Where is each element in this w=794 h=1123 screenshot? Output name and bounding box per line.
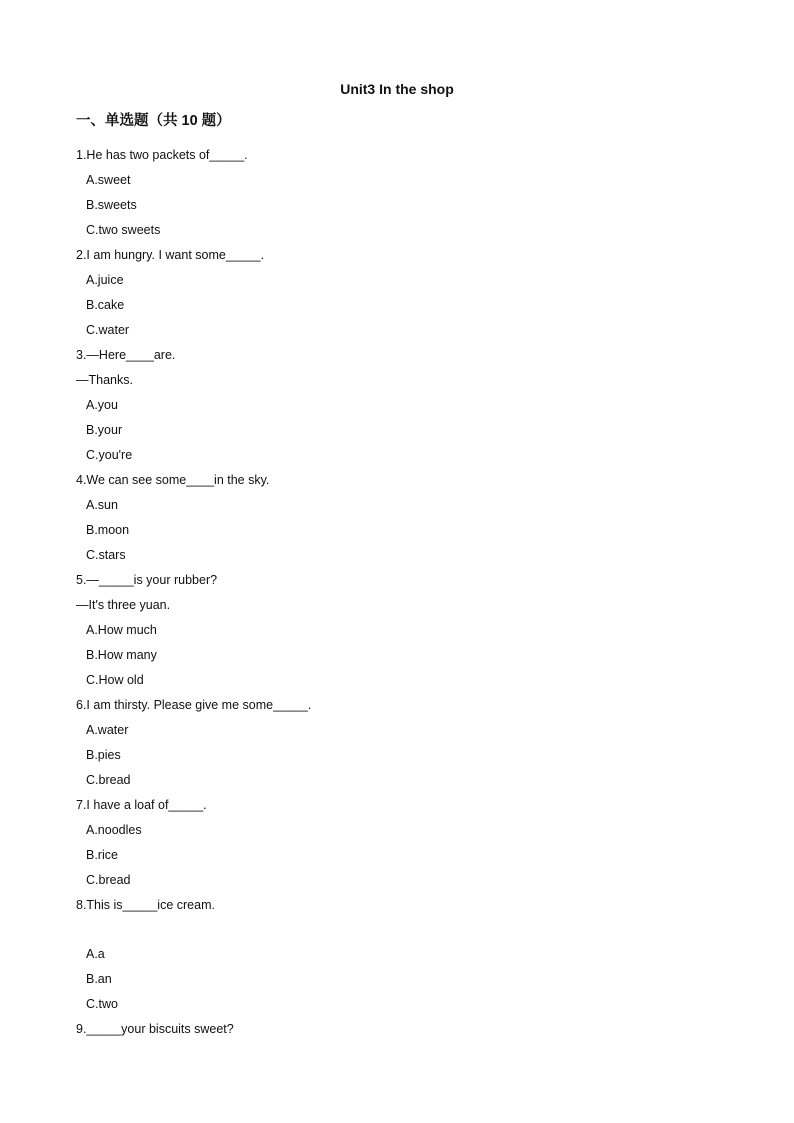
question-4	[76, 468, 716, 568]
option-c: C.bread	[86, 873, 131, 887]
option-c: C.How old	[86, 673, 144, 687]
option-c: C.two sweets	[86, 223, 161, 237]
question-8	[76, 893, 716, 1017]
question-stem: 9._____your biscuits sweet?	[76, 1022, 234, 1036]
option-b: B.pies	[86, 748, 121, 762]
option-b: B.moon	[86, 523, 130, 537]
option-c: C.you're	[86, 448, 133, 462]
option-c: C.stars	[86, 548, 126, 562]
question-stem: 2.I am hungry. I want some_____.	[76, 248, 265, 262]
option-a: A.a	[86, 947, 105, 961]
question-2	[76, 243, 716, 343]
question-9	[76, 1017, 716, 1042]
option-a: A.How much	[86, 623, 157, 637]
option-b: B.sweets	[86, 198, 137, 212]
option-a: A.sun	[86, 498, 118, 512]
option-b: B.How many	[86, 648, 157, 662]
option-b: B.rice	[86, 848, 118, 862]
option-a: A.noodles	[86, 823, 142, 837]
question-dialogue-reply: —It's three yuan.	[76, 598, 171, 612]
question-6	[76, 693, 716, 793]
option-c: C.two	[86, 997, 118, 1011]
question-5	[76, 568, 716, 693]
document-title: Unit3 In the shop	[340, 81, 454, 97]
question-1	[76, 143, 716, 243]
option-a: A.you	[86, 398, 118, 412]
option-b: B.cake	[86, 298, 125, 312]
option-a: A.sweet	[86, 173, 131, 187]
question-stem: 6.I am thirsty. Please give me some_____.	[76, 698, 312, 712]
question-7	[76, 793, 716, 893]
question-stem: 7.I have a loaf of_____.	[76, 798, 207, 812]
option-a: A.water	[86, 723, 129, 737]
question-3	[76, 343, 716, 468]
question-stem: 8.This is_____ice cream.	[76, 898, 215, 912]
question-stem: 5.—_____is your rubber?	[76, 573, 218, 587]
option-b: B.an	[86, 972, 112, 986]
question-stem: 4.We can see some____in the sky.	[76, 473, 270, 487]
blank-line	[76, 918, 716, 942]
question-stem: 3.—Here____are.	[76, 348, 176, 362]
option-c: C.bread	[86, 773, 131, 787]
option-b: B.your	[86, 423, 123, 437]
option-a: A.juice	[86, 273, 124, 287]
option-c: C.water	[86, 323, 130, 337]
question-stem: 1.He has two packets of_____.	[76, 148, 248, 162]
question-list	[76, 143, 716, 1042]
question-dialogue-reply: —Thanks.	[76, 373, 133, 387]
section-heading: 一、单选题（共 10 题）	[76, 113, 231, 129]
